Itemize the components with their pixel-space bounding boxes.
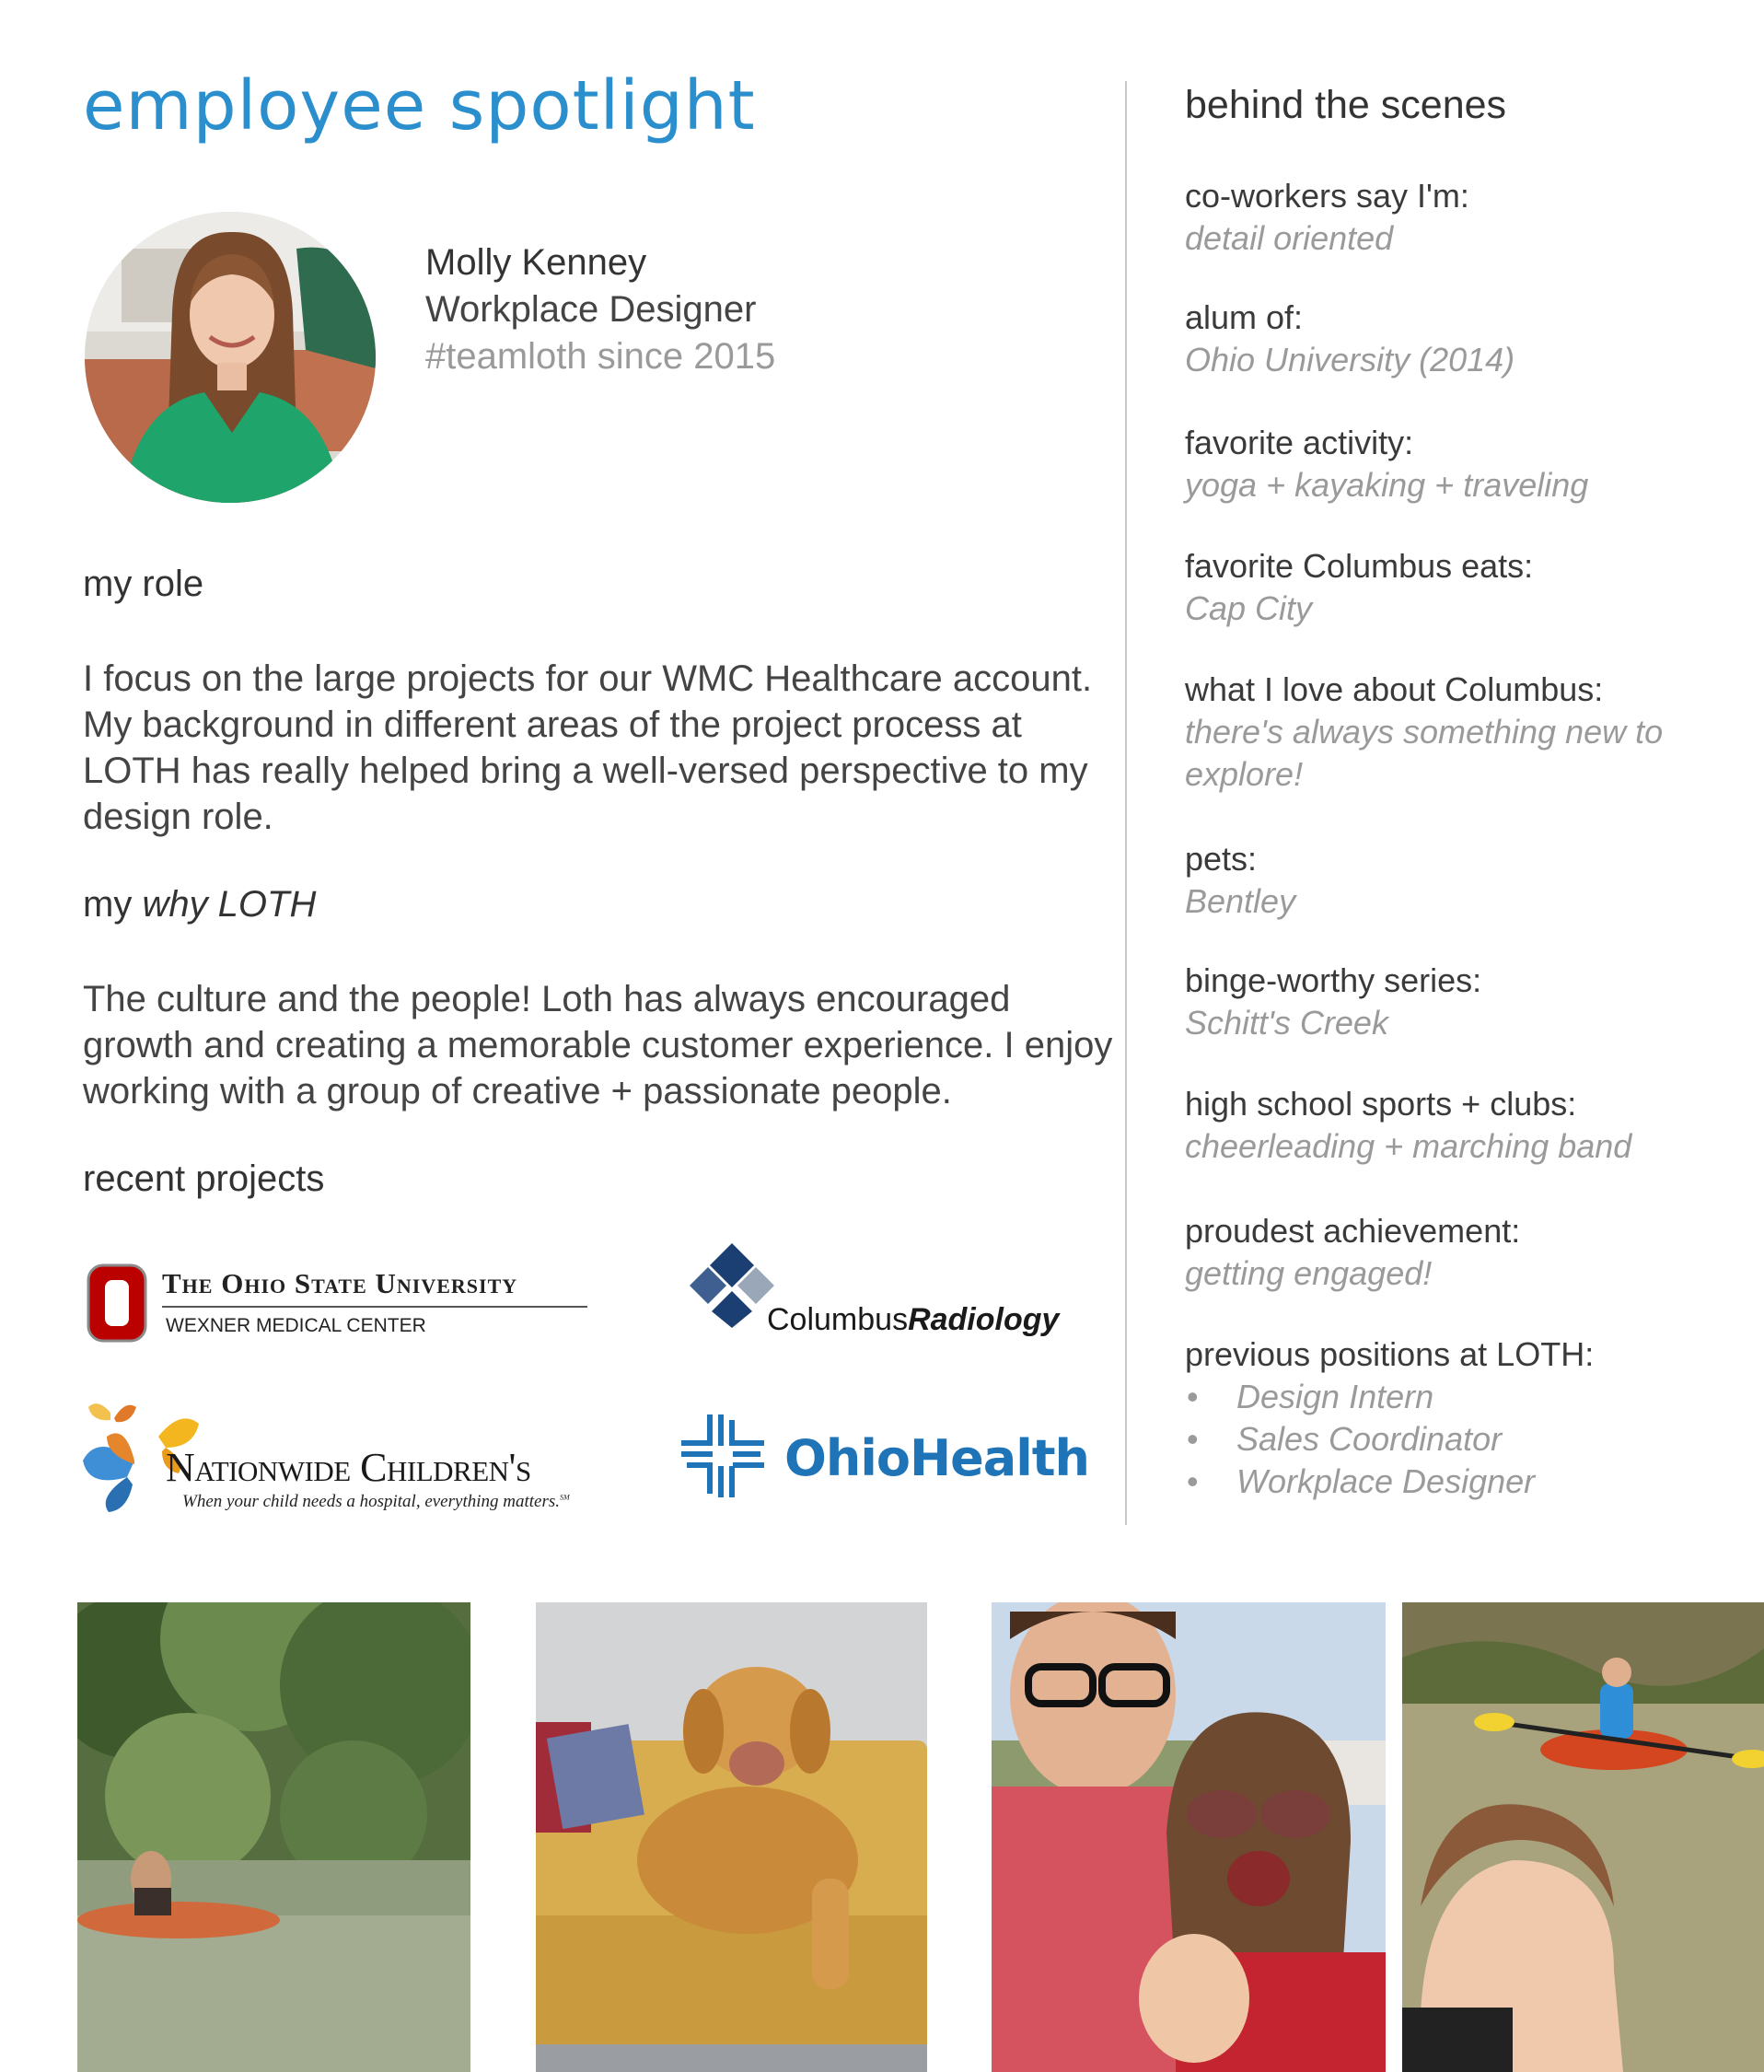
photo-tubing-river	[77, 1602, 470, 2072]
list-item	[1185, 1418, 1737, 1461]
recent-projects-heading: recent projects	[83, 1158, 325, 1199]
ohio-state-rule	[162, 1306, 587, 1308]
logo-nationwide-childrens	[70, 1396, 604, 1516]
ohio-state-sub: WEXNER MEDICAL CENTER	[166, 1315, 426, 1336]
my-role-heading: my role	[83, 564, 204, 604]
logo-ohio-state	[87, 1263, 602, 1352]
fact-value: detail oriented	[1185, 219, 1394, 257]
nationwide-name: Nationwide Children's	[166, 1445, 531, 1490]
photo-kayaking	[1402, 1602, 1764, 2072]
column-divider	[1125, 81, 1127, 1525]
list-item	[1185, 1461, 1737, 1503]
employee-since: #teamloth since 2015	[425, 336, 776, 377]
fact-item	[1185, 175, 1737, 260]
bullet: •	[1187, 1378, 1199, 1415]
fact-item	[1185, 838, 1737, 923]
fact-value: Cap City	[1185, 589, 1313, 627]
logo-ohiohealth	[679, 1413, 1089, 1505]
photo-engagement-selfie	[992, 1602, 1386, 2072]
fact-value: cheerleading + marching band	[1185, 1127, 1632, 1165]
fact-value: Ohio University (2014)	[1185, 341, 1515, 378]
employee-role: Workplace Designer	[425, 289, 757, 330]
previous-positions-label: previous positions at LOTH:	[1185, 1335, 1595, 1373]
fact-label: high school sports + clubs:	[1185, 1085, 1577, 1123]
ohiohealth-name: OhioHealth	[784, 1429, 1089, 1487]
list-item	[1185, 1376, 1737, 1418]
columbus-radiology-part1: Columbus	[767, 1302, 909, 1337]
previous-positions	[1185, 1333, 1737, 1503]
fact-label: proudest achievement:	[1185, 1212, 1521, 1250]
my-why-heading-prefix: my	[83, 884, 143, 925]
fact-value: getting engaged!	[1185, 1254, 1433, 1292]
fact-label: alum of:	[1185, 298, 1304, 336]
fact-item	[1185, 1083, 1737, 1168]
fact-label: pets:	[1185, 840, 1258, 878]
fact-label: what I love about Columbus:	[1185, 670, 1604, 708]
columbus-radiology-part2: Radiology	[908, 1302, 1060, 1337]
nationwide-tagline-text: When your child needs a hospital, everything matters.	[182, 1492, 561, 1511]
ohiohealth-emblem-icon	[679, 1413, 766, 1499]
logo-columbus-radiology	[686, 1240, 1073, 1350]
fact-item	[1185, 422, 1737, 506]
columbus-radiology-diamond-icon	[686, 1240, 778, 1332]
position-text: Sales Coordinator	[1236, 1420, 1503, 1458]
position-text: Workplace Designer	[1236, 1462, 1536, 1500]
page-title: employee spotlight	[83, 66, 756, 146]
fact-value: Bentley	[1185, 882, 1296, 920]
previous-positions-list	[1185, 1376, 1737, 1503]
columbus-radiology-wordmark	[767, 1302, 1059, 1338]
fact-value: there's always something new to explore!	[1185, 713, 1664, 793]
profile-info	[425, 239, 775, 380]
photo-dog-on-couch	[536, 1602, 927, 2072]
fact-label: favorite activity:	[1185, 424, 1414, 461]
ohio-state-block-o-icon	[87, 1263, 147, 1343]
my-role-text: I focus on the large projects for our WMC Healthcare account. My background in different areas of the project process at LOTH has really helped bring a well-versed perspective to my design role.	[83, 658, 1093, 837]
position-text: Design Intern	[1236, 1378, 1434, 1415]
fact-item	[1185, 297, 1737, 381]
fact-item	[1185, 545, 1737, 630]
fact-label: favorite Columbus eats:	[1185, 547, 1534, 585]
fact-value: Schitt's Creek	[1185, 1004, 1388, 1042]
fact-label: co-workers say I'm:	[1185, 177, 1469, 215]
avatar	[85, 212, 376, 503]
fact-value: yoga + kayaking + traveling	[1185, 466, 1589, 504]
nationwide-tagline	[182, 1492, 570, 1512]
my-why-text: The culture and the people! Loth has always encouraged growth and creating a memorable customer experience. I enjoy working with a group of creative + passionate people.	[83, 979, 1113, 1112]
fact-label: binge-worthy series:	[1185, 961, 1482, 999]
my-why-heading	[83, 884, 316, 925]
bullet: •	[1187, 1462, 1199, 1500]
bullet: •	[1187, 1420, 1199, 1458]
employee-name: Molly Kenney	[425, 242, 647, 283]
ohio-state-name: The Ohio State University	[162, 1267, 518, 1299]
behind-the-scenes-title: behind the scenes	[1185, 83, 1507, 127]
fact-item	[1185, 960, 1737, 1044]
fact-item	[1185, 669, 1737, 796]
my-why-heading-italic: why LOTH	[142, 884, 317, 925]
nationwide-tagline-mark: SM	[560, 1493, 570, 1502]
fact-item	[1185, 1210, 1737, 1295]
